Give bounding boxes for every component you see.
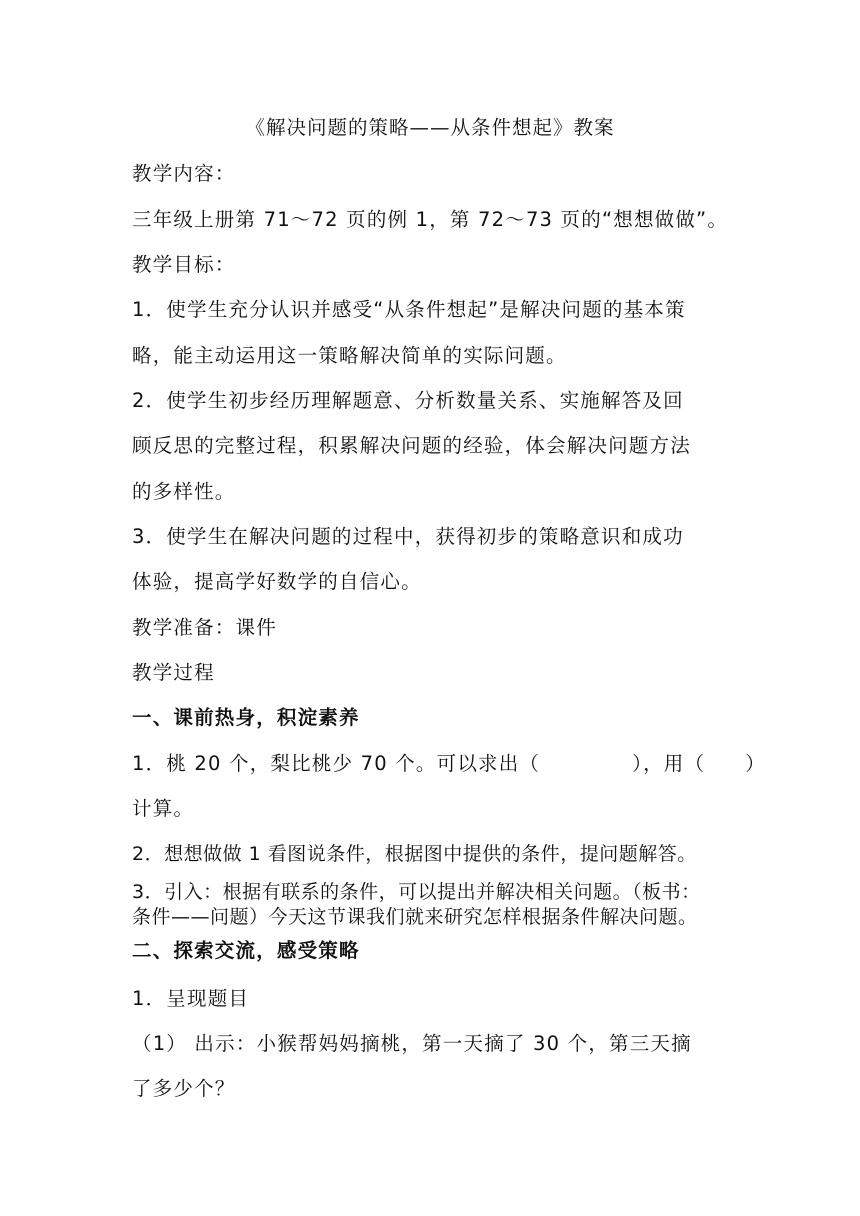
warmup-item-1-text-2: ），用（ bbox=[632, 752, 706, 775]
warmup-item-3-line-2: 条件——问题）今天这节课我们就来研究怎样根据条件解决问题。 bbox=[132, 906, 698, 928]
goal-1-line-1: 1．使学生充分认识并感受“从条件想起”是解决问题的基本策 bbox=[132, 298, 686, 321]
warmup-item-1-text: 1．桃 20 个，梨比桃少 70 个。可以求出（ bbox=[132, 752, 541, 775]
goal-3-line-1: 3．使学生在解决问题的过程中，获得初步的策略意识和成功 bbox=[132, 525, 684, 548]
goal-1-line-2: 略，能主动运用这一策略解决简单的实际问题。 bbox=[132, 344, 567, 367]
question-1-line-1: （1） 出示：小猴帮妈妈摘桃，第一天摘了 30 个，第三天摘 bbox=[132, 1032, 692, 1055]
goal-2-line-2: 顾反思的完整过程，积累解决问题的经验，体会解决问题方法 bbox=[132, 434, 691, 457]
subsection-1-heading: 1．呈现题目 bbox=[132, 987, 250, 1010]
warmup-item-1-line-2: 计算。 bbox=[132, 797, 195, 820]
warmup-item-3-line-1: 3．引入：根据有联系的条件，可以提出并解决相关问题。（板书： bbox=[132, 881, 701, 903]
goal-3-line-2: 体验，提高学好数学的自信心。 bbox=[132, 570, 422, 593]
section-2-heading: 二、探索交流，感受策略 bbox=[132, 939, 360, 962]
goal-2-line-3: 的多样性。 bbox=[132, 480, 236, 503]
teaching-goals-heading: 教学目标： bbox=[132, 253, 236, 276]
warmup-item-1-line-1 bbox=[132, 750, 766, 778]
section-1-heading: 一、课前热身，积淀素养 bbox=[132, 706, 360, 729]
teaching-prep: 教学准备：课件 bbox=[132, 616, 277, 639]
document-title: 《解决问题的策略——从条件想起》教案 bbox=[245, 116, 615, 139]
teaching-process-heading: 教学过程 bbox=[132, 661, 215, 684]
teaching-content-heading: 教学内容： bbox=[132, 162, 236, 185]
warmup-item-1-text-3: ） bbox=[745, 752, 766, 775]
warmup-item-2: 2．想想做做 1 看图说条件，根据图中提供的条件，提问题解答。 bbox=[132, 843, 697, 865]
goal-2-line-1: 2．使学生初步经历理解题意、分析数量关系、实施解答及回 bbox=[132, 389, 684, 412]
question-1-line-2: 了多少个？ bbox=[132, 1077, 236, 1100]
teaching-content-text: 三年级上册第 71～72 页的例 1，第 72～73 页的“想想做做”。 bbox=[132, 208, 729, 231]
